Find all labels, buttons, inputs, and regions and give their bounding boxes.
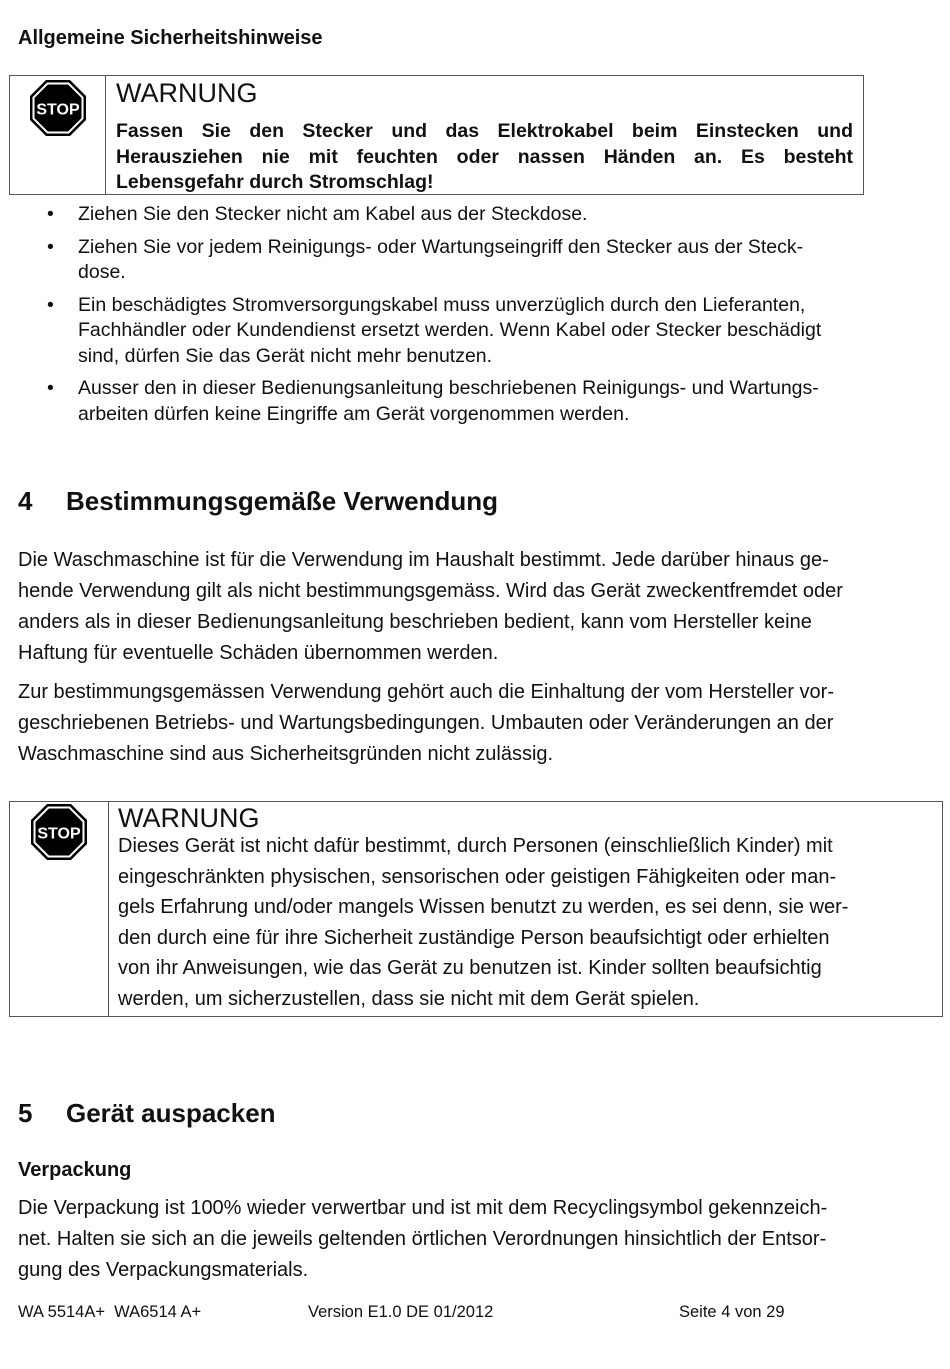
- paragraph-line: Die Verpackung ist 100% wieder verwertbar und ist mit dem Recyclingsymbol gekennzeich-: [18, 1197, 828, 1219]
- list-item-line: Ein beschädigtes Stromversorgungskabel muss unverzüglich durch den Lieferanten,: [78, 293, 806, 316]
- section-title: Gerät auspacken: [66, 1098, 276, 1128]
- section-title: Bestimmungsgemäße Verwendung: [66, 486, 498, 516]
- warning-icon-cell: [10, 76, 106, 194]
- list-item: [18, 376, 928, 427]
- footer-model: WA 5514A+ WA6514 A+: [18, 1303, 202, 1321]
- warning-line: werden, um sicherzustellen, dass sie nicht mit dem Gerät spielen.: [118, 987, 700, 1010]
- paragraph-line: net. Halten sie sich an die jeweils geltenden örtlichen Verordnungen hinsichtlich der Entsor-: [18, 1228, 827, 1250]
- warning-text-cell: [109, 802, 942, 1016]
- paragraph-line: hende Verwendung gilt als nicht bestimmungsgemäss. Wird das Gerät zweckentfremdet oder: [18, 580, 843, 602]
- list-item-line: Fachhändler oder Kundendienst ersetzt werden. Wenn Kabel oder Stecker beschädigt: [78, 319, 822, 341]
- warning-title: WARNUNG: [118, 803, 260, 833]
- bullet-icon: •: [47, 293, 54, 316]
- section-heading-5: [18, 1098, 276, 1129]
- section-number: 4: [18, 486, 33, 516]
- stop-sign-text: STOP: [35, 101, 80, 119]
- warning-body: [118, 831, 932, 1014]
- warning-text-cell: [106, 76, 863, 194]
- paragraph-line: Die Waschmaschine ist für die Verwendung im Haushalt bestimmt. Jede darüber hinaus ge-: [18, 549, 829, 571]
- list-item-line: Ausser den in dieser Bedienungsanleitung beschriebenen Reinigungs- und Wartungs-: [78, 377, 819, 399]
- list-item: [18, 235, 928, 286]
- section-heading-4: [18, 486, 498, 517]
- section4-paragraph-2: [18, 677, 933, 770]
- section-number: 5: [18, 1098, 33, 1128]
- list-item-line: dose.: [78, 261, 126, 283]
- list-item: [18, 293, 928, 370]
- warning-line: von ihr Anweisungen, wie das Gerät zu benutzen ist. Kinder sollten beaufsichtig: [118, 957, 822, 979]
- warning-line: den durch eine für ihre Sicherheit zuständige Person beaufsichtigt oder erhielten: [118, 926, 830, 949]
- paragraph-line: anders als in dieser Bedienungsanleitung beschrieben bedient, kann vom Hersteller keine: [18, 611, 812, 633]
- warning-body: [116, 119, 853, 196]
- list-item-line: arbeiten dürfen keine Eingriffe am Gerät vorgenommen werden.: [78, 402, 630, 425]
- list-item-line: sind, dürfen Sie das Gerät nicht mehr benutzen.: [78, 344, 493, 367]
- stop-sign-text: STOP: [37, 825, 81, 843]
- warning-line: Dieses Gerät ist nicht dafür bestimmt, durch Personen (einschließlich Kinder) mit: [118, 835, 833, 857]
- footer-page-number: Seite 4 von 29: [679, 1303, 785, 1321]
- safety-bullet-list: [18, 202, 928, 434]
- bullet-icon: •: [47, 235, 54, 258]
- paragraph-line: Zur bestimmungsgemässen Verwendung gehört auch die Einhaltung der vom Hersteller vor-: [18, 681, 834, 703]
- list-item-line: Ziehen Sie den Stecker nicht am Kabel aus der Steckdose.: [78, 203, 588, 225]
- stop-sign-icon: [30, 803, 88, 861]
- section4-paragraph-1: [18, 545, 933, 669]
- warning-line: Lebensgefahr durch Stromschlag!: [116, 171, 434, 193]
- warning-line: gels Erfahrung und/oder mangels Wissen benutzt zu werden, es sei denn, sie wer-: [118, 896, 849, 918]
- warning-icon-cell: [10, 802, 109, 1016]
- warning-box-children: [9, 801, 943, 1017]
- bullet-icon: •: [47, 203, 54, 225]
- paragraph-line: gung des Verpackungsmaterials.: [18, 1259, 309, 1281]
- footer-version: Version E1.0 DE 01/2012: [308, 1303, 494, 1321]
- paragraph-line: geschriebenen Betriebs- und Wartungsbedingungen. Umbauten oder Veränderungen an der: [18, 712, 834, 734]
- subheading-packaging: Verpackung: [18, 1159, 132, 1181]
- list-item-line: Ziehen Sie vor jedem Reinigungs- oder Wartungseingriff den Stecker aus der Steck-: [78, 235, 804, 258]
- paragraph-line: Haftung für eventuelle Schäden übernommen werden.: [18, 642, 499, 664]
- warning-box-electric: [9, 75, 864, 195]
- warning-line: Herausziehen nie mit feuchten oder nassen Händen an. Es besteht: [116, 145, 853, 168]
- warning-line: eingeschränkten physischen, sensorischen oder geistigen Fähigkeiten oder man-: [118, 865, 837, 888]
- warning-line: Fassen Sie den Stecker und das Elektrokabel beim Einstecken und: [116, 120, 853, 142]
- paragraph-line: Waschmaschine sind aus Sicherheitsgründen nicht zulässig.: [18, 743, 554, 765]
- page-header: Allgemeine Sicherheitshinweise: [18, 27, 323, 49]
- section5-paragraph: [18, 1193, 933, 1286]
- warning-title: WARNUNG: [116, 78, 258, 108]
- list-item: [18, 202, 928, 228]
- bullet-icon: •: [47, 377, 54, 399]
- stop-sign-icon: [29, 79, 87, 137]
